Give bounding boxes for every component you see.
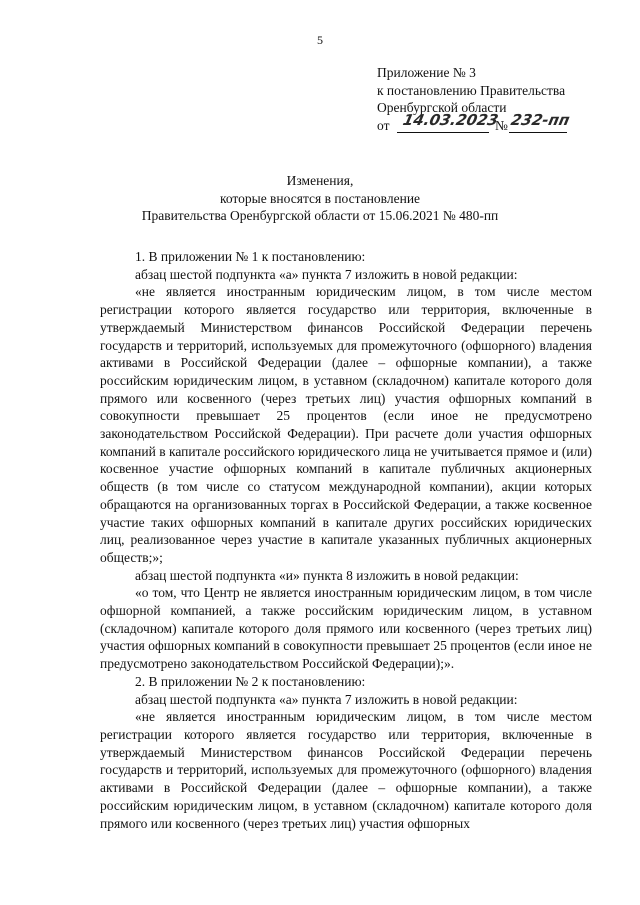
number-underline xyxy=(509,132,567,133)
page-number: 5 xyxy=(317,33,323,47)
paragraph: 1. В приложении № 1 к постановлению: xyxy=(135,249,366,264)
paragraph: 2. В приложении № 2 к постановлению: xyxy=(135,673,366,689)
number-label: № xyxy=(495,117,508,133)
appendix-region: Оренбургской области xyxy=(377,100,507,115)
document-body xyxy=(100,248,592,832)
title-line-1: Изменения, xyxy=(286,173,354,188)
appendix-reference: к постановлению Правительства xyxy=(377,82,566,98)
handwritten-date: 14.03.2023 xyxy=(401,110,500,129)
appendix-date-number-row xyxy=(377,110,572,135)
paragraph: абзац шестой подпункта «а» пункта 7 изложить в новой редакции: xyxy=(135,691,518,707)
handwritten-number: 232-пп xyxy=(509,110,572,129)
paragraph: «о том, что Центр не является иностранным юридическим лицом, в том числе офшорной компанией, а также российским юридическим лицом, в уставном (складочном) капитале которого доля прямого или косвенного (через третьих лиц) участия офшорных компаний в совокупности превышает 25 процентов (если иное не предусмотрено законодательством Российской Федерации);». xyxy=(100,585,592,672)
appendix-title: Приложение № 3 xyxy=(377,65,476,80)
document-title xyxy=(0,172,640,225)
title-line-3: Правительства Оренбургской области от 15.06.2021 № 480-пп xyxy=(141,208,499,223)
paragraph: «не является иностранным юридическим лицом, в том числе местом регистрации которого является государство или территория, включенные в утверждаемый Министерством финансов Российской Федерации перечень государств и территорий, используемых для промежуточного (офшорного) владения активами в Российской Федерации (далее – офшорные компании), а также российским юридическим лицом, в уставном (складочном) капитале которого доля прямого или косвенного (через третьих лиц) участия офшорных xyxy=(100,709,592,831)
date-underline xyxy=(397,132,489,133)
appendix-block xyxy=(377,64,572,135)
paragraph: абзац шестой подпункта «и» пункта 8 изложить в новой редакции: xyxy=(135,567,519,583)
title-line-2: которые вносятся в постановление xyxy=(219,190,421,206)
paragraph: абзац шестой подпункта «а» пункта 7 изложить в новой редакции: xyxy=(135,266,518,282)
ot-label: от xyxy=(377,117,390,133)
paragraph: «не является иностранным юридическим лицом, в том числе местом регистрации которого является государство или территория, включенные в утверждаемый Министерством финансов Российской Федерации перечень государств и территорий, используемых для промежуточного (офшорного) владения активами в Российской Федерации (далее – офшорные компании), а также российским юридическим лицом, в уставном (складочном) капитале которого доля прямого или косвенного (через третьих лиц) участия офшорных компаний в совокупности превышает 25 процентов (если иное не предусмотрено законодательством Российской Федерации). При расчете доли участия офшорных компаний в капитале российского юридического лица не учитывается прямое и (или) косвенное участие офшорных компаний в капитале публичных акционерных обществ (в том числе со статусом международной компании), акции которых обращаются на организованных торгах в Российской Федерации, а также косвенное участие таких офшорных компаний в капитале других российских юридических лиц, реализованное через участие в капитале указанных публичных акционерных обществ;»; xyxy=(100,284,592,565)
